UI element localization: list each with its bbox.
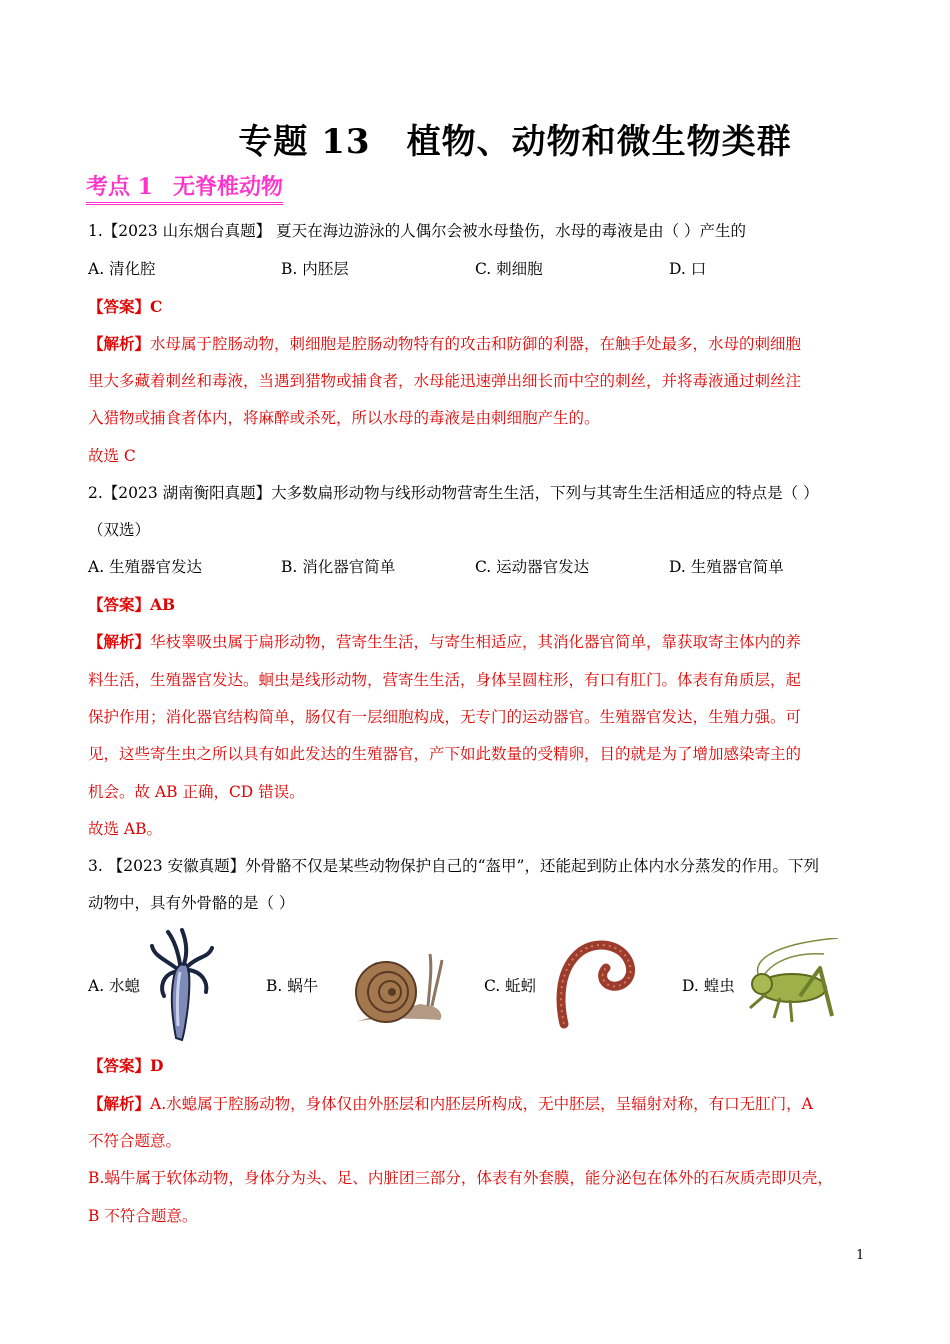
q1-option-d: D. 口	[669, 260, 707, 278]
q3-answer	[88, 1055, 163, 1077]
hydra-image	[146, 926, 218, 1044]
q3-option-b: B. 蜗牛	[266, 977, 319, 995]
q1-option-c: C. 刺细胞	[475, 260, 543, 278]
q3-option-c: C. 蚯蚓	[484, 977, 537, 995]
answer-value: AB	[150, 595, 176, 614]
q2-option-a: A. 生殖器官发达	[88, 558, 203, 576]
q1-stem: 1.【2023 山东烟台真题】 夏天在海边游泳的人偶尔会被水母蛰伤，水母的毒液是由（ ）产生的	[88, 222, 747, 240]
q3-option-a: A. 水螅	[88, 977, 141, 995]
q3-stem: 3. 【2023 安徽真题】外骨骼不仅是某些动物保护自己的“盔甲”，还能起到防止体内水分蒸发的作用。下列	[88, 857, 819, 875]
q2-analysis-line: 见，这些寄生虫之所以具有如此发达的生殖器官，产下如此数量的受精卵，目的就是为了增加感染寄主的	[88, 745, 802, 763]
q3-analysis-line: B.蜗牛属于软体动物，身体分为头、足、内脏团三部分，体表有外套膜，能分泌包在体外的石灰质壳即贝壳，	[88, 1169, 833, 1187]
answer-label: 【答案】	[88, 595, 151, 614]
analysis-text: A.水螅属于腔肠动物，身体仅由外胚层和内胚层所构成，无中胚层，呈辐射对称，有口无肛门，A	[150, 1095, 813, 1113]
analysis-label: 【解析】	[88, 632, 151, 651]
q3-stem-cont: 动物中，具有外骨骼的是（ ）	[88, 894, 295, 912]
answer-value: D	[150, 1056, 164, 1075]
title-topic-number: 专题 13	[238, 122, 371, 162]
q2-option-b: B. 消化器官简单	[281, 558, 396, 576]
q1-analysis-line: 里大多藏着刺丝和毒液，当遇到猎物或捕食者，水母能迅速弹出细长而中空的刺丝，并将毒液通过刺丝注	[88, 372, 802, 390]
analysis-text: 水母属于腔肠动物，刺细胞是腔肠动物特有的攻击和防御的利器，在触手处最多，水母的刺细胞	[150, 335, 802, 353]
q1-option-a: A. 清化腔	[88, 260, 156, 278]
section-name: 无脊椎动物	[172, 174, 283, 200]
q2-analysis-line	[88, 631, 801, 653]
q2-option-c: C. 运动器官发达	[475, 558, 590, 576]
section-heading	[86, 172, 283, 205]
analysis-label: 【解析】	[88, 1094, 151, 1113]
q2-option-d: D. 生殖器官简单	[669, 558, 784, 576]
q2-analysis-line: 料生活，生殖器官发达。蛔虫是线形动物，营寄生生活，身体呈圆柱形，有口有肛门。体表有角质层，起	[88, 671, 802, 689]
answer-label: 【答案】	[88, 1056, 151, 1075]
q2-answer	[88, 594, 175, 616]
q2-conclusion: 故选 AB。	[88, 820, 163, 838]
q1-conclusion: 故选 C	[88, 447, 136, 465]
q3-analysis-line: B 不符合题意。	[88, 1207, 198, 1225]
q2-analysis-line: 机会。故 AB 正确，CD 错误。	[88, 783, 305, 801]
answer-label: 【答案】	[88, 297, 151, 316]
earthworm-image	[550, 938, 640, 1030]
page-title	[0, 114, 950, 163]
section-number: 考点 1	[86, 174, 153, 200]
q1-option-b: B. 内胚层	[281, 260, 349, 278]
snail-image	[350, 944, 446, 1030]
page-number: 1	[856, 1248, 865, 1263]
answer-value: C	[150, 297, 163, 316]
locust-image	[740, 938, 840, 1030]
q1-answer	[88, 296, 162, 318]
q2-stem-cont: （双选）	[88, 521, 151, 539]
q2-analysis-line: 保护作用；消化器官结构简单，肠仅有一层细胞构成，无专门的运动器官。生殖器官发达，生殖力强。可	[88, 708, 802, 726]
analysis-label: 【解析】	[88, 334, 151, 353]
analysis-text: 华枝睾吸虫属于扁形动物，营寄生生活，与寄生相适应，其消化器官简单，靠获取寄主体内的养	[150, 633, 802, 651]
q3-option-d: D. 蝗虫	[682, 977, 735, 995]
q2-stem: 2.【2023 湖南衡阳真题】大多数扁形动物与线形动物营寄生生活，下列与其寄生生活相适应的特点是（ ）	[88, 484, 819, 502]
title-topic-name: 植物、动物和微生物类群	[406, 122, 792, 162]
q3-analysis-line: 不符合题意。	[88, 1132, 182, 1150]
q1-analysis-line: 入猎物或捕食者体内，将麻醉或杀死，所以水母的毒液是由刺细胞产生的。	[88, 409, 600, 427]
q1-analysis-line	[88, 333, 801, 355]
q3-analysis-line	[88, 1093, 813, 1115]
